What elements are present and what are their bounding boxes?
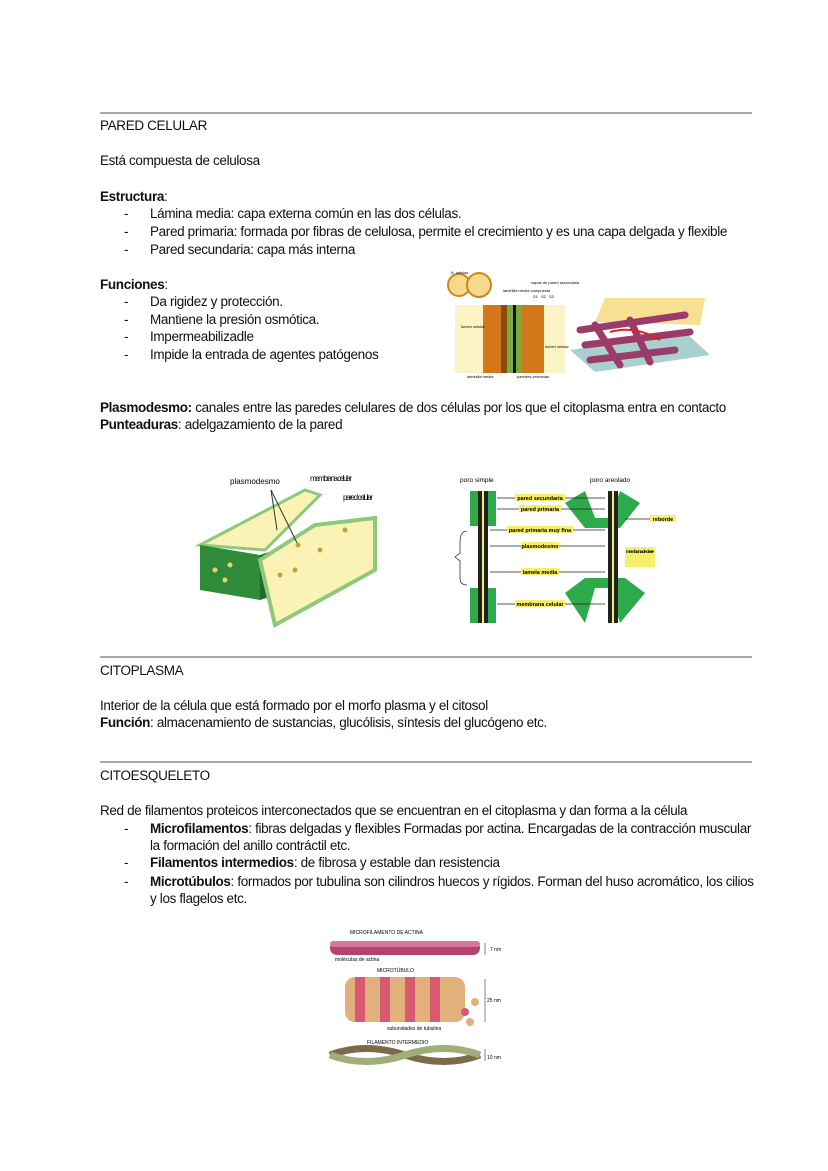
svg-text:moléculas de actina: moléculas de actina [335, 957, 380, 963]
list-item: Lámina media: capa externa común en las dos células. [150, 206, 462, 221]
list-item: Microfilamentos: fibras delgadas y flexibles Formadas por actina. Encargadas de la contracción muscular [150, 821, 752, 836]
svg-text:10 nm: 10 nm [487, 1055, 501, 1061]
svg-text:FILAMENTO INTERMEDIO: FILAMENTO INTERMEDIO [367, 1040, 429, 1046]
svg-text:lumen celular: lumen celular [545, 344, 569, 349]
svg-text:paredes primarias: paredes primarias [517, 374, 550, 379]
section-divider [100, 656, 752, 658]
list-item: Mantiene la presión osmótica. [150, 312, 320, 327]
section-heading-pared: PARED CELULAR [100, 118, 207, 133]
plasmodesmo-figure [195, 470, 390, 632]
svg-text:MICROTÚBULO: MICROTÚBULO [377, 968, 414, 974]
svg-text:25 nm: 25 nm [487, 998, 501, 1004]
svg-text:7 nm: 7 nm [490, 947, 502, 953]
citoplasma-description: Interior de la célula que está formado por el morfo plasma y el citosol [100, 698, 488, 713]
plasmodesmo-definition: Plasmodesmo: canales entre las paredes celulares de dos células por los que el citoplasma entra en contacto [100, 400, 726, 415]
list-item-continuation: la formación del anillo contráctil etc. [150, 838, 351, 853]
svg-text:pared primaria muy fina: pared primaria muy fina [508, 528, 572, 534]
pores-figure [445, 473, 685, 625]
svg-text:S3: S3 [549, 294, 554, 299]
section-divider [100, 761, 752, 763]
svg-text:membrana celular: membrana celular [516, 602, 564, 608]
svg-text:plasmodesmo: plasmodesmo [230, 477, 280, 486]
list-item: Pared secundaria: capa más interna [150, 242, 355, 257]
svg-text:pared celular: pared celular [343, 493, 373, 502]
svg-text:pared secundaria: pared secundaria [517, 496, 563, 502]
svg-text:plasmodesmo: plasmodesmo [521, 544, 559, 550]
list-item: Impide la entrada de agentes patógenos [150, 347, 379, 362]
svg-text:S1: S1 [533, 294, 538, 299]
svg-text:capas de pared secundaria: capas de pared secundaria [531, 280, 580, 285]
svg-text:laminilla media compuesta: laminilla media compuesta [503, 288, 551, 293]
svg-text:lamela media: lamela media [522, 570, 558, 576]
citoesqueleto-intro: Red de filamentos proteicos interconectados que se encuentran en el citoplasma y dan forma a la célula [100, 803, 688, 818]
funciones-heading: Funciones: [100, 277, 168, 292]
citoplasma-funcion: Función: almacenamiento de sustancias, glucólisis, síntesis del glucógeno etc. [100, 715, 547, 730]
list-item: Da rigidez y protección. [150, 294, 283, 309]
section-divider [100, 112, 752, 114]
pared-intro: Está compuesta de celulosa [100, 153, 260, 168]
svg-text:lumen celular: lumen celular [461, 324, 485, 329]
svg-text:poro areolado: poro areolado [590, 477, 631, 484]
svg-text:reborde: reborde [652, 517, 674, 523]
svg-text:S2: S2 [541, 294, 546, 299]
list-item: Filamentos intermedios: de fibrosa y estable dan resistencia [150, 855, 500, 870]
section-heading-citoesqueleto: CITOESQUELETO [100, 768, 210, 783]
svg-text:MICROFILAMENTO DE ACTINA: MICROFILAMENTO DE ACTINA [350, 930, 423, 936]
list-item: Microtúbulos: formados por tubulina son cilindros huecos y rígidos. Forman del huso acromático, los cilios [150, 874, 754, 889]
estructura-heading: Estructura: [100, 189, 168, 204]
section-heading-citoplasma: CITOPLASMA [100, 663, 184, 678]
list-item: Pared primaria: formada por fibras de celulosa, permite el crecimiento y es una capa delgada y flexible [150, 224, 728, 239]
cytoskeleton-figure [325, 927, 510, 1072]
svg-text:poro simple: poro simple [460, 477, 494, 484]
document-page: PARED CELULAR Está compuesta de celulosa Estructura: - Lámina media: capa externa común en las dos células. - Pared primaria: formada por fibras de celulosa, permite el crecimiento y es una capa delgada y flexible - Pared secundaria: capa más interna Funciones: - Da rigidez y protección. - Mantiene la presión osmótica. - Impermeabilizadle - Impide la entrada de agentes patógenos A. células capas de pared secundaria laminilla media compuesta S1 S2 S3 lumen celular lumen celular laminilla media paredes primarias Plasmodesmo: canales entre las paredes celulares de dos células por los que el citoplasma entra en contacto Punteaduras: adelgazamiento de la pared plasmodesmo membrana celular pared celular poro simple poro areolado pared secundaria pared primaria pared primaria muy fina plasmodesmo lamela media membrana celular reborde membrana de cierre CITOPLASMA Interior de la célula que está formado por el morfo plasma y el citosol Función: almacenamiento de sustancias, glucólisis, síntesis del glucógeno etc. CITOESQUELETO Red de filamentos proteicos interconectados que se encuentran en el citoplasma y dan forma a la célula - Microfilamentos: fibras delgadas y flexibles Formadas por actina. Encargadas de la contracción muscular la formación del anillo contráctil etc. - Filamentos intermedios: de fibrosa y estable dan resistencia - Microtúbulos: formados por tubulina son cilindros huecos y rígidos. Forman del huso acromático, los cilios y los flagelos etc. MICROFILAMENTO DE ACTINA moléculas de actina 7 nm MICROTÚBULO subunidades de tubulina 25 nm FILAMENTO INTERMEDIO 10 nm [0, 0, 828, 1171]
cell-wall-layers-figure [445, 270, 720, 382]
list-item-continuation: y los flagelos etc. [150, 891, 247, 906]
punteaduras-definition: Punteaduras: adelgazamiento de la pared [100, 417, 343, 432]
svg-text:pared primaria: pared primaria [520, 507, 560, 513]
svg-text:A. células: A. células [451, 270, 469, 275]
svg-text:laminilla media: laminilla media [467, 374, 494, 379]
svg-text:subunidades de tubulina: subunidades de tubulina [387, 1026, 442, 1032]
svg-text:membrana celular: membrana celular [310, 474, 352, 483]
svg-text:membrana de cierre: membrana de cierre [626, 549, 654, 554]
list-item: Impermeabilizadle [150, 329, 254, 344]
